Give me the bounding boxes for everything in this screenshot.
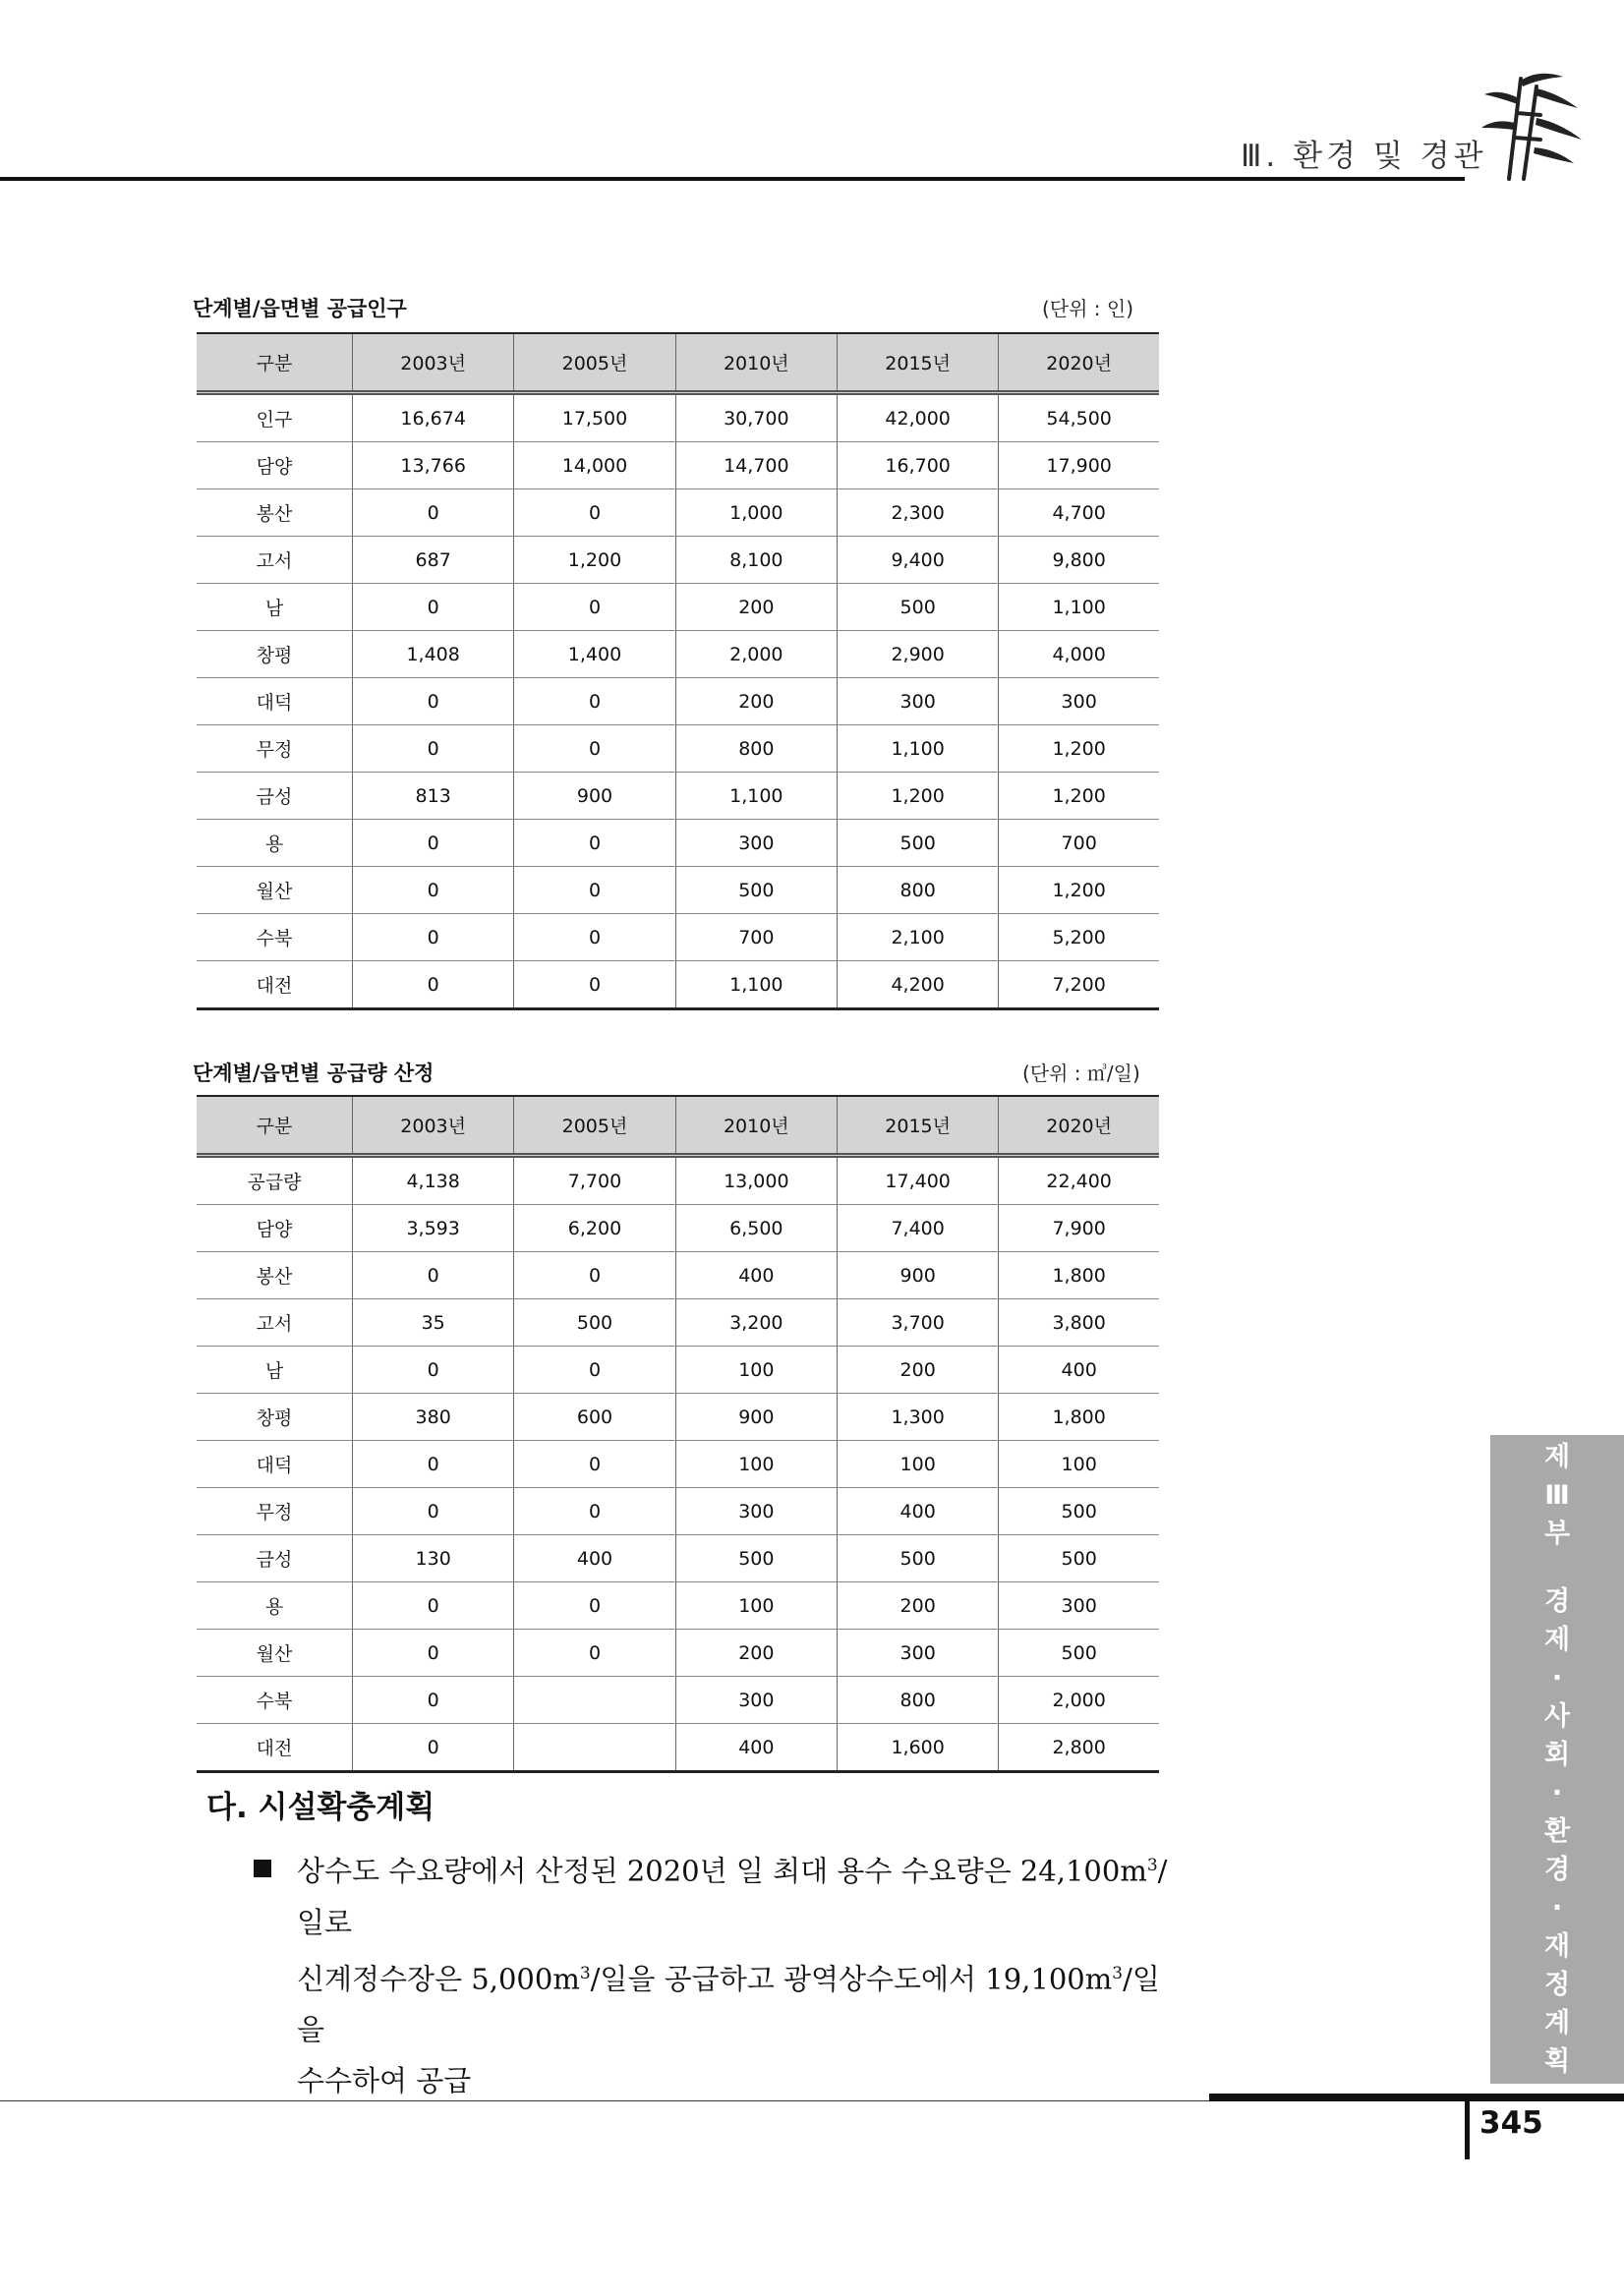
table-row: [197, 631, 1159, 678]
supply-volume-table: [197, 1095, 1159, 1773]
table1-col-2015: 2015년: [837, 333, 998, 393]
table-cell: 0: [353, 867, 514, 914]
table-cell: 0: [353, 1582, 514, 1630]
table-cell: 687: [353, 537, 514, 584]
table-cell: 7,200: [999, 961, 1159, 1009]
table1-caption: 단계별/읍면별 공급인구: [193, 297, 407, 320]
table2-unit: (단위 : ㎥/일): [1022, 1062, 1140, 1085]
row-label: 담양: [197, 1205, 353, 1252]
table-cell: 900: [514, 773, 675, 820]
table-cell: 1,200: [514, 537, 675, 584]
table-cell: 100: [675, 1441, 837, 1488]
row-label: 남: [197, 584, 353, 631]
row-label: 인구: [197, 393, 353, 442]
side-tab-char: ·: [1551, 1893, 1563, 1923]
side-tab-char: 경: [1543, 1855, 1571, 1885]
table-cell: 1,100: [999, 584, 1159, 631]
table-cell: 16,700: [837, 442, 998, 489]
row-label: 대전: [197, 961, 353, 1009]
table-cell: 0: [514, 584, 675, 631]
table2-col-2003: 2003년: [353, 1096, 514, 1156]
table-cell: 400: [675, 1724, 837, 1772]
table-cell: 7,900: [999, 1205, 1159, 1252]
table2-caption: 단계별/읍면별 공급량 산정: [193, 1062, 435, 1085]
side-tab-char: ·: [1551, 1663, 1563, 1693]
table-cell: 1,100: [675, 773, 837, 820]
table-cell: 700: [999, 820, 1159, 867]
row-label: 무정: [197, 725, 353, 773]
table-cell: 6,200: [514, 1205, 675, 1252]
table-cell: 2,100: [837, 914, 998, 961]
table-cell: 200: [837, 1582, 998, 1630]
side-tab-char: 제: [1543, 1442, 1571, 1472]
table-cell: 0: [353, 1441, 514, 1488]
table-cell: 17,400: [837, 1156, 998, 1205]
table-cell: 400: [999, 1347, 1159, 1394]
table-cell: 1,200: [999, 773, 1159, 820]
table-cell: 813: [353, 773, 514, 820]
row-label: 공급량: [197, 1156, 353, 1205]
table1-col-2010: 2010년: [675, 333, 837, 393]
table-cell: 4,138: [353, 1156, 514, 1205]
row-label: 대전: [197, 1724, 353, 1772]
table-row: [197, 584, 1159, 631]
row-label: 대덕: [197, 1441, 353, 1488]
table-cell: 0: [514, 1630, 675, 1677]
table-cell: 0: [514, 1582, 675, 1630]
table-cell: 1,800: [999, 1394, 1159, 1441]
table-cell: 0: [514, 1252, 675, 1299]
table-cell: 500: [837, 584, 998, 631]
table-cell: 0: [514, 820, 675, 867]
table2-col-2020: 2020년: [999, 1096, 1159, 1156]
table-cell: 300: [675, 1677, 837, 1724]
table-cell: 0: [353, 1630, 514, 1677]
part-side-tab: [1490, 1435, 1624, 2084]
table-cell: 700: [675, 914, 837, 961]
table-row: [197, 1156, 1159, 1205]
table-cell: 2,900: [837, 631, 998, 678]
table-cell: 900: [675, 1394, 837, 1441]
table-cell: 30,700: [675, 393, 837, 442]
side-tab-char: 획: [1543, 2046, 1571, 2077]
side-tab-char: 정: [1543, 1970, 1571, 2000]
row-label: 무정: [197, 1488, 353, 1535]
table-cell: 0: [353, 914, 514, 961]
table-cell: 100: [999, 1441, 1159, 1488]
table-cell: 1,408: [353, 631, 514, 678]
section-heading: 다. 시설확충계획: [206, 1790, 435, 1825]
row-label: 용: [197, 820, 353, 867]
table-cell: 9,400: [837, 537, 998, 584]
table1-col-category: 구분: [197, 333, 353, 393]
side-tab-char: 제: [1543, 1625, 1571, 1655]
row-label: 봉산: [197, 489, 353, 537]
row-label: 월산: [197, 867, 353, 914]
table-cell: 0: [353, 1724, 514, 1772]
table-cell: 400: [675, 1252, 837, 1299]
table1-col-2005: 2005년: [514, 333, 675, 393]
table-row: [197, 1582, 1159, 1630]
table-row: [197, 1630, 1159, 1677]
table-row: [197, 1347, 1159, 1394]
table-cell: 100: [837, 1441, 998, 1488]
table-cell: 0: [514, 867, 675, 914]
table-cell: 0: [353, 820, 514, 867]
table-cell: 300: [999, 1582, 1159, 1630]
table2-header-row: [197, 1096, 1159, 1156]
table-cell: 0: [514, 914, 675, 961]
footer-rule-thick: [1209, 2094, 1624, 2101]
table-cell: 0: [353, 961, 514, 1009]
table-cell: 0: [353, 678, 514, 725]
table-cell: 200: [675, 1630, 837, 1677]
row-label: 고서: [197, 537, 353, 584]
table-cell: 13,766: [353, 442, 514, 489]
bullet-line-3: 수수하여 공급: [297, 2064, 472, 2098]
table-cell: 4,200: [837, 961, 998, 1009]
table-cell: 35: [353, 1299, 514, 1347]
table-cell: 500: [999, 1535, 1159, 1582]
table-cell: 800: [675, 725, 837, 773]
table-cell: 0: [353, 725, 514, 773]
table-cell: 22,400: [999, 1156, 1159, 1205]
table-row: [197, 1252, 1159, 1299]
supply-population-table: [197, 332, 1159, 1010]
table-cell: 500: [837, 1535, 998, 1582]
side-tab-char: 환: [1543, 1816, 1571, 1847]
table-cell: 500: [999, 1630, 1159, 1677]
table-cell: 200: [675, 678, 837, 725]
table-cell: 2,000: [675, 631, 837, 678]
table-cell: 6,500: [675, 1205, 837, 1252]
table2-col-2010: 2010년: [675, 1096, 837, 1156]
table-cell: 130: [353, 1535, 514, 1582]
table-cell: 8,100: [675, 537, 837, 584]
table-cell: 2,000: [999, 1677, 1159, 1724]
row-label: 담양: [197, 442, 353, 489]
table1-col-2003: 2003년: [353, 333, 514, 393]
table-cell: 0: [353, 1347, 514, 1394]
table-row: [197, 1205, 1159, 1252]
table-cell: 300: [837, 1630, 998, 1677]
table-cell: 9,800: [999, 537, 1159, 584]
table-cell: 0: [353, 584, 514, 631]
table2-col-category: 구분: [197, 1096, 353, 1156]
table-cell: 1,600: [837, 1724, 998, 1772]
table-row: [197, 820, 1159, 867]
table-cell: 300: [675, 1488, 837, 1535]
row-label: 남: [197, 1347, 353, 1394]
table-cell: 0: [353, 1488, 514, 1535]
table-cell: 7,700: [514, 1156, 675, 1205]
table-cell: 300: [999, 678, 1159, 725]
side-tab-char: 사: [1543, 1701, 1571, 1732]
side-tab-char: 부: [1543, 1519, 1571, 1549]
side-tab-char: Ⅲ: [1544, 1480, 1570, 1511]
table-cell: 1,200: [999, 867, 1159, 914]
table-cell: 380: [353, 1394, 514, 1441]
table-row: [197, 961, 1159, 1009]
table-row: [197, 725, 1159, 773]
table-cell: 16,674: [353, 393, 514, 442]
table-cell: 400: [837, 1488, 998, 1535]
table-cell: 500: [837, 820, 998, 867]
table-cell: 54,500: [999, 393, 1159, 442]
row-label: 창평: [197, 631, 353, 678]
table-cell: 0: [353, 489, 514, 537]
table-cell: [514, 1677, 675, 1724]
table2-col-2005: 2005년: [514, 1096, 675, 1156]
table-row: [197, 393, 1159, 442]
table-cell: 300: [837, 678, 998, 725]
table-cell: 13,000: [675, 1156, 837, 1205]
header-rule: [0, 177, 1465, 181]
table-cell: 200: [675, 584, 837, 631]
table-cell: 2,300: [837, 489, 998, 537]
row-label: 월산: [197, 1630, 353, 1677]
row-label: 수북: [197, 1677, 353, 1724]
table-cell: 300: [675, 820, 837, 867]
side-tab-char: 재: [1543, 1931, 1571, 1962]
table-cell: 800: [837, 1677, 998, 1724]
table-cell: 500: [675, 867, 837, 914]
row-label: 고서: [197, 1299, 353, 1347]
table-cell: 600: [514, 1394, 675, 1441]
page-number: 345: [1479, 2105, 1543, 2141]
table-cell: 3,700: [837, 1299, 998, 1347]
table-row: [197, 1299, 1159, 1347]
row-label: 창평: [197, 1394, 353, 1441]
side-tab-char: ·: [1551, 1778, 1563, 1808]
table-cell: 42,000: [837, 393, 998, 442]
bullet-square-icon: [254, 1860, 271, 1877]
footer-rule: [0, 2100, 1209, 2101]
table-cell: 400: [514, 1535, 675, 1582]
table-cell: 1,100: [675, 961, 837, 1009]
table-cell: 0: [514, 1488, 675, 1535]
table1-unit: (단위 : 인): [1042, 297, 1134, 320]
table-cell: 3,800: [999, 1299, 1159, 1347]
table-row: [197, 867, 1159, 914]
table-row: [197, 678, 1159, 725]
table-cell: 1,200: [837, 773, 998, 820]
table-cell: 900: [837, 1252, 998, 1299]
table-cell: 200: [837, 1347, 998, 1394]
bullet-line-1: 상수도 수요량에서 산정된 2020년 일 최대 용수 수요량은 $24,100m^3/$일로: [297, 1854, 1168, 1939]
table-cell: 0: [514, 961, 675, 1009]
table-cell: 4,700: [999, 489, 1159, 537]
table2-col-2015: 2015년: [837, 1096, 998, 1156]
chapter-title: Ⅲ. 환경 및 경관: [1241, 139, 1487, 174]
side-tab-char: 계: [1543, 2008, 1571, 2038]
table-cell: 0: [514, 1347, 675, 1394]
table-cell: 1,000: [675, 489, 837, 537]
table-row: [197, 1394, 1159, 1441]
row-label: 용: [197, 1582, 353, 1630]
table-cell: 0: [514, 489, 675, 537]
table-cell: 800: [837, 867, 998, 914]
table-cell: 1,300: [837, 1394, 998, 1441]
table-cell: 500: [675, 1535, 837, 1582]
table-row: [197, 442, 1159, 489]
table-cell: 0: [514, 678, 675, 725]
table1-col-2020: 2020년: [999, 333, 1159, 393]
table-cell: 500: [514, 1299, 675, 1347]
table-row: [197, 537, 1159, 584]
table-cell: 17,500: [514, 393, 675, 442]
side-tab-char: 회: [1543, 1740, 1571, 1770]
table-cell: 0: [514, 1441, 675, 1488]
side-tab-char: 경: [1543, 1586, 1571, 1617]
table-row: [197, 489, 1159, 537]
table-cell: 3,593: [353, 1205, 514, 1252]
table-cell: 0: [353, 1252, 514, 1299]
table-cell: 500: [999, 1488, 1159, 1535]
bullet-paragraph: [297, 1840, 1182, 2106]
table-row: [197, 1724, 1159, 1772]
row-label: 금성: [197, 773, 353, 820]
row-label: 봉산: [197, 1252, 353, 1299]
table-row: [197, 773, 1159, 820]
table-cell: 0: [514, 725, 675, 773]
bamboo-icon: [1479, 69, 1588, 182]
table-cell: 3,200: [675, 1299, 837, 1347]
table-cell: 7,400: [837, 1205, 998, 1252]
table-cell: 100: [675, 1582, 837, 1630]
table-row: [197, 914, 1159, 961]
table-cell: 5,200: [999, 914, 1159, 961]
table-row: [197, 1677, 1159, 1724]
table-cell: 1,800: [999, 1252, 1159, 1299]
table-cell: 17,900: [999, 442, 1159, 489]
table-row: [197, 1441, 1159, 1488]
table-cell: 1,100: [837, 725, 998, 773]
page-number-bar: [1465, 2100, 1470, 2159]
table-cell: 2,800: [999, 1724, 1159, 1772]
table-cell: 14,000: [514, 442, 675, 489]
table-row: [197, 1535, 1159, 1582]
table-cell: 14,700: [675, 442, 837, 489]
table-cell: 1,200: [999, 725, 1159, 773]
table-cell: [514, 1724, 675, 1772]
bullet-line-2: 신계정수장은 $5,000m^3/$일을 공급하고 광역상수도에서 $19,100m^3/$일을: [297, 1962, 1160, 2047]
table-cell: 100: [675, 1347, 837, 1394]
table-cell: 0: [353, 1677, 514, 1724]
row-label: 대덕: [197, 678, 353, 725]
table-cell: 4,000: [999, 631, 1159, 678]
table-cell: 1,400: [514, 631, 675, 678]
table-row: [197, 1488, 1159, 1535]
row-label: 수북: [197, 914, 353, 961]
row-label: 금성: [197, 1535, 353, 1582]
table1-header-row: [197, 333, 1159, 393]
